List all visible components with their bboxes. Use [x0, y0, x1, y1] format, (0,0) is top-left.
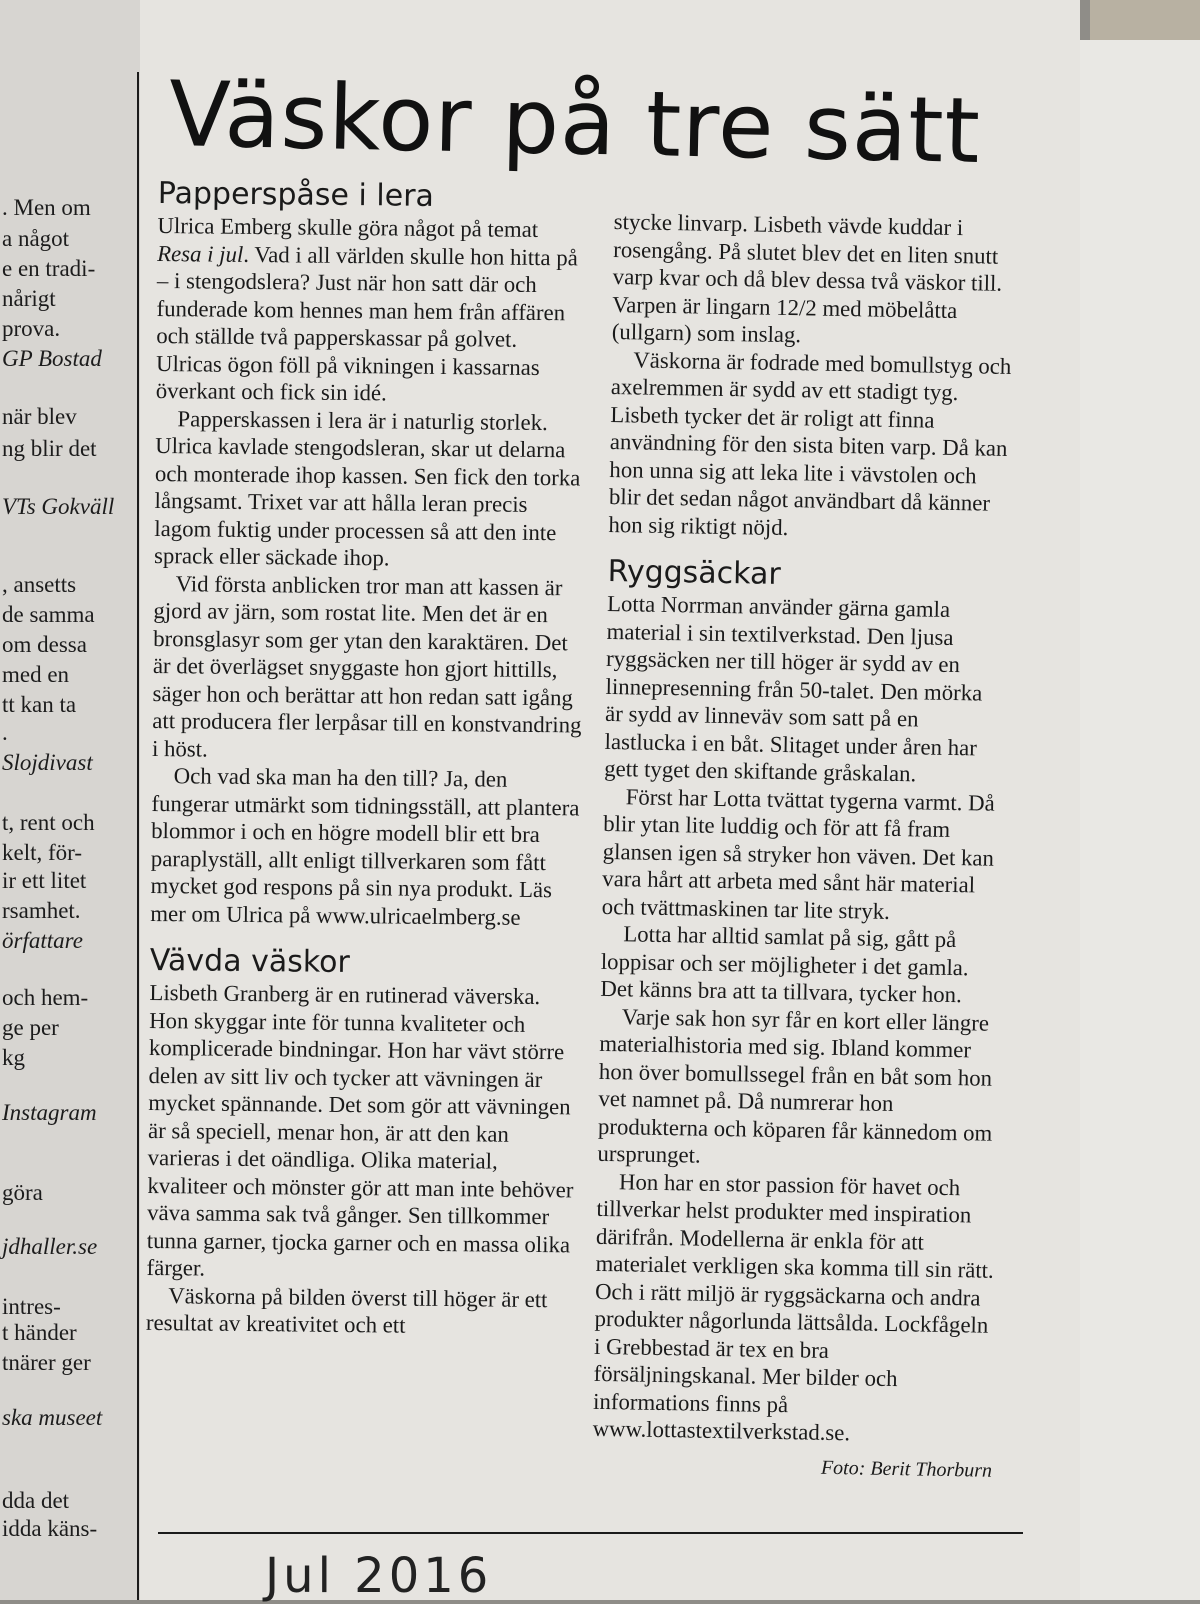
left-fragment-line: idda käns- [2, 1516, 98, 1541]
left-fragment-line: kelt, för- [2, 840, 83, 865]
left-fragment-line: de samma [2, 602, 95, 627]
paragraph: Lotta Norrman använder gärna gamla material i sin textilverkstad. Den ljusa ryggsäcken ner till höger är sydd av en linnepresenning från 50-talet. Den mörka är sydd av linneväv som satt på en lastlucka i en båt. Slitaget under åren har gett tyget den skiftande gråskalan. [603, 590, 983, 787]
left-fragment-line: när blev [2, 404, 77, 429]
left-fragment-line: örfattare [2, 928, 83, 953]
left-fragment-line: tt kan ta [2, 692, 77, 717]
left-fragment-line: ng blir det [2, 436, 97, 461]
article-title: Väskor på tre sätt [167, 62, 982, 184]
paragraph: Ulrica Emberg skulle göra något på temat Resa i jul. Vad i all världen skulle hon hitta på – i stengodslera? Just när hon satt där och funderade kom hennes man hem från affären och ställde två papperskassar på golvet. Ulricas ögon föll på vikningen i kassarnas överkant och fick sin idé. [155, 212, 578, 406]
footer-rule [158, 1532, 1023, 1534]
section-heading-ryggsackar: Ryggsäckar [607, 553, 782, 592]
left-fragment-line: rsamhet. [2, 898, 81, 923]
left-fragment-line: ska museet [2, 1405, 103, 1430]
section-heading-papperspase: Papperspåse i lera [157, 176, 435, 214]
left-fragment-line: Slojdivast [2, 750, 93, 775]
paragraph: Lotta har alltid samlat på sig, gått på loppisar och ser möjligheter i det gamla. Det känns bra att ta tillvara, tycker hon. [600, 921, 969, 1008]
left-fragment-line: e en tradi- [2, 256, 96, 281]
left-fragment-line: tnärer ger [2, 1350, 91, 1375]
left-fragment-line: GP Bostad [2, 346, 102, 371]
section-heading-vavda-vaskor: Vävda väskor [149, 942, 351, 981]
paragraph: Först har Lotta tvättat tygerna varmt. Då blir ytan lite luddig och för att få fram glansen igen så stryker hon väven. Det kan vara hårt att arbeta med sånt här material och tvättmaskinen tar lite stryk. [601, 783, 995, 924]
left-fragment-line: , ansetts [2, 572, 77, 597]
left-fragment-line: nårigt [2, 286, 56, 311]
left-fragment-line: intres- [2, 1294, 61, 1319]
left-fragment-line: t händer [2, 1320, 77, 1345]
left-fragment-line: dda det [2, 1488, 70, 1513]
paragraph: Lisbeth Granberg är en rutinerad väverska. Hon skyggar inte för tunna kvaliteter och komplicerade bindningar. Hon har vävt större delen av sitt liv och tycker att vävningen är mycket spännande. Det som gör att vävningen är så speciell, menar hon, är att den kan varieras i det oändliga. Olika material, kvaliteer och mönster gör att man inte behöver väva samma sak två gånger. Sen tillkommer tunna garner, tjocka garner och en massa olika färger. [146, 979, 574, 1281]
left-fragment-line: kg [2, 1045, 25, 1070]
left-fragment-line: . [2, 720, 8, 745]
left-fragment-line: jdhaller.se [2, 1234, 98, 1259]
paragraph: Hon har en stor passion för havet och tillverkar helst produkter med inspiration därifrån. Modellerna är enkla för att materialet verkligen ska komma till sin rätt. Och i rätt miljö är ryggsäckarna och andra produkter någorlunda lättsålda. Lockfågeln i Grebbestad är tex en bra försäljningskanal. Mer bilder och informations finns på www.lottastextilverkstad.se. [592, 1168, 994, 1446]
paragraph-continued: stycke linvarp. Lisbeth vävde kuddar i rosengång. På slutet blev det en liten snutt varp kvar och då blev dessa två väskor till. Varpen är lingarn 12/2 med möbelåtta (ullgarn) som inslag. [611, 208, 1003, 348]
paragraph: Varje sak hon syr får en kort eller längre materialhistoria med sig. Ibland kommer hon över bomullssegel från en båt som hon vet namnet på. Då numrerar hon produkterna och köparen får kännedom om ursprunget. [597, 1003, 993, 1168]
facing-page-edge [1070, 40, 1200, 1600]
article-column-left [146, 178, 588, 1341]
paragraph: Papperskassen i lera är i naturlig storlek. Ulrica kavlade stengodsleran, skar ut delarna och monterade ihop kassen. Sen fick den torka långsamt. Trixet var att hålla leran precis lagom fuktig under processen så att den inte sprack eller säckade ihop. [153, 405, 581, 571]
left-fragment-line: t, rent och [2, 810, 95, 835]
left-fragment-line: med en [2, 662, 70, 687]
left-fragment-line: Instagram [2, 1100, 97, 1125]
previous-page-column [0, 0, 145, 1600]
footer-issue-label: Jul 2016 [265, 1548, 493, 1604]
left-fragment-line: VTs Gokväll [2, 494, 115, 519]
left-fragment-line: prova. [2, 316, 61, 341]
left-fragment-line: och hem- [2, 985, 89, 1010]
left-fragment-line: ge per [2, 1015, 59, 1040]
paragraph: Väskorna är fodrade med bomullstyg och axelremmen är sydd av ett stadigt tyg. Lisbeth tycker det är roligt att finna användning för den sista biten varp. Då kan hon unna sig att leka lite i vävstolen och blir det sedan något användbart då känner hon sig riktigt nöjd. [608, 346, 1012, 540]
column-rule-vertical [137, 72, 139, 1600]
paragraph: Vid första anblicken tror man att kassen är gjord av järn, som rostat lite. Men det är en bronsglasyr som ger ytan den karaktären. Det är det överlägset snyggaste hon gjort hittills, säger hon och berättar att hon redan satt igång att producera fler lerpåsar till en konstvandring i höst. [151, 570, 582, 762]
left-fragment-line: ir ett litet [2, 868, 87, 893]
left-fragment-line: göra [2, 1180, 43, 1205]
article-column-right [592, 208, 1014, 1485]
left-fragment-line: om dessa [2, 632, 87, 657]
photo-credit: Foto: Berit Thorburn [820, 1456, 993, 1482]
paragraph: Väskorna på bilden överst till höger är ett resultat av kreativitet och ett [145, 1282, 548, 1338]
left-fragment-line: . Men om [2, 195, 91, 220]
left-fragment-line: a något [2, 226, 70, 251]
paragraph: Och vad ska man ha den till? Ja, den fungerar utmärkt som tidningsställ, att plantera blommor i och en högre modell blir ett bra paraplyställ, allt enligt tillverkaren som fått mycket god respons på sin nya produkt. Läs mer om Ulrica på www.ulricaelmberg.se [150, 763, 580, 930]
